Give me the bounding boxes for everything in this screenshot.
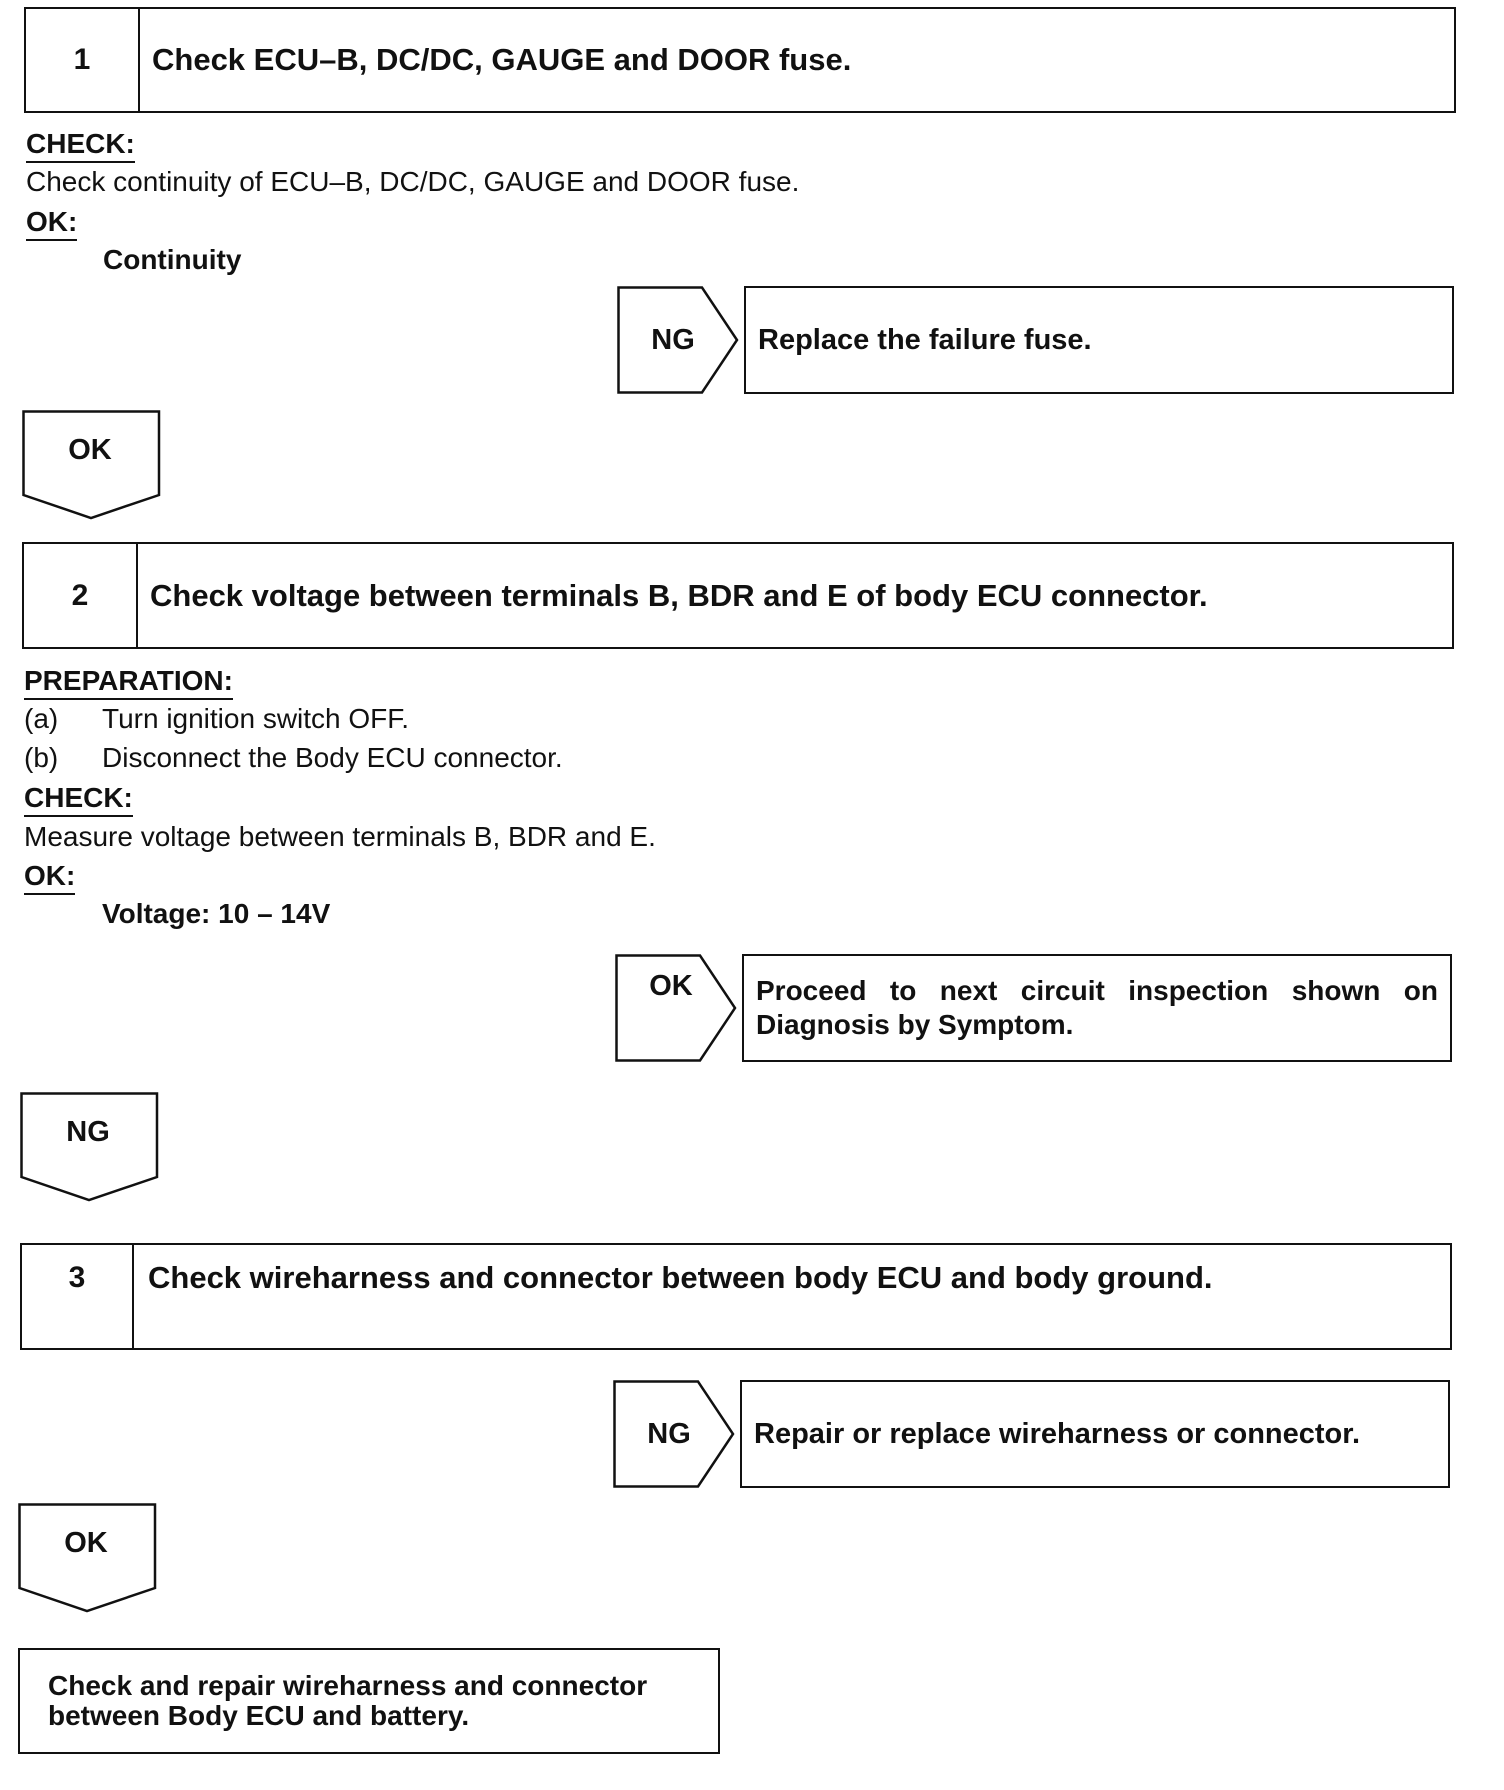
- ok-spec: Continuity: [103, 244, 242, 275]
- result-text: Replace the failure fuse.: [758, 323, 1092, 356]
- ng-label: NG: [647, 1417, 691, 1450]
- check-text: Check continuity of ECU–B, DC/DC, GAUGE and DOOR fuse.: [26, 166, 800, 197]
- result-text: Repair or replace wireharness or connector.: [754, 1417, 1361, 1450]
- ok-spec: Voltage: 10 – 14V: [102, 898, 331, 929]
- step-number: 3: [22, 1245, 134, 1348]
- step-number: 1: [26, 9, 140, 111]
- result-text-line: Diagnosis by Symptom.: [756, 1009, 1074, 1040]
- ok-heading: OK:: [26, 206, 77, 241]
- prep-item-label: (b): [24, 742, 59, 773]
- step-number: 2: [24, 544, 138, 647]
- step-title: Check voltage between terminals B, BDR and E of body ECU connector.: [150, 577, 1208, 613]
- preparation-heading: PREPARATION:: [24, 665, 233, 700]
- step-1-box: [24, 7, 1456, 113]
- check-heading: CHECK:: [24, 782, 133, 817]
- step-title: Check ECU–B, DC/DC, GAUGE and DOOR fuse.: [152, 42, 852, 77]
- step-2-box: [22, 542, 1454, 649]
- ok-label: OK: [68, 433, 112, 466]
- prep-item-label: (a): [24, 703, 59, 734]
- check-heading: CHECK:: [26, 128, 135, 163]
- result-text-wrap: [756, 974, 1438, 1042]
- final-action-box: [18, 1648, 720, 1754]
- step-3-box: [20, 1243, 1452, 1350]
- ok-heading: OK:: [24, 860, 75, 895]
- prep-item: [24, 702, 409, 736]
- prep-item-text: Turn ignition switch OFF.: [102, 703, 410, 734]
- result-box: [742, 954, 1452, 1062]
- result-text-line: Proceed to next circuit inspection shown on: [756, 975, 1438, 1006]
- ng-label: NG: [66, 1115, 110, 1148]
- ok-label: OK: [649, 969, 693, 1002]
- final-text-line: between Body ECU and battery.: [48, 1700, 470, 1731]
- result-box: [744, 286, 1454, 394]
- result-box: [740, 1380, 1450, 1488]
- check-text: Measure voltage between terminals B, BDR and E.: [24, 821, 656, 852]
- final-text: [48, 1671, 647, 1731]
- prep-item: [24, 741, 563, 775]
- prep-item-text: Disconnect the Body ECU connector.: [102, 742, 563, 773]
- final-text-line: Check and repair wireharness and connector: [48, 1670, 648, 1701]
- ng-label: NG: [651, 323, 695, 356]
- step-title: Check wireharness and connector between body ECU and body ground.: [148, 1260, 1213, 1295]
- ok-label: OK: [64, 1526, 108, 1559]
